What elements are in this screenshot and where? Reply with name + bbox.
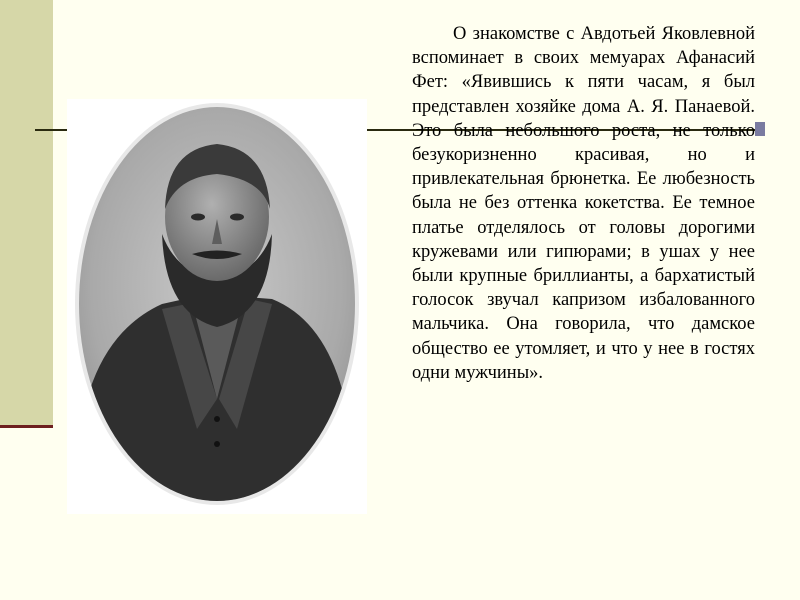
decorative-rule-accent [755,122,765,136]
quote-paragraph: О знакомстве с Авдотьей Яковлевной вспоминает в своих мемуарах Афанасий Фет: «Явившись к пяти часам, я был представлен хозяйке дома А. Я. Панаевой. Это была небольшого роста, не только безукоризненно красивая, но и привлекательная брюнетка. Ее любезность была не без оттенка кокетства. Ее темное платье отделялось от головы дорогими кружевами или гипюрами; в ушах у нее были крупные бриллианты, а бархатистый голосок звучал капризом избалованного мальчика. Она говорила, что дамское общество ее утомляет, и что у нее в гостях одни мужчины». [412,24,755,383]
decorative-side-bar-line [0,425,53,428]
portrait-photo [67,99,367,514]
decorative-side-bar [0,0,53,425]
